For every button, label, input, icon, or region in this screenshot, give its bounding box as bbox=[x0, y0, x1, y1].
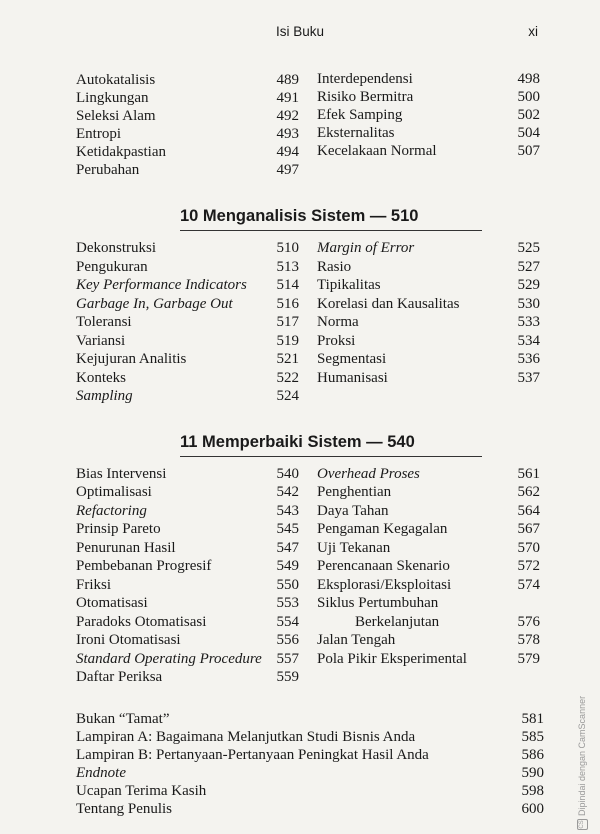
toc-entry: Eksplorasi/Eksploitasi 574 bbox=[317, 577, 540, 593]
chapter-11-heading: 11 Memperbaiki Sistem — 540 bbox=[180, 433, 415, 451]
toc-entry: Uji Tekanan 570 bbox=[317, 540, 540, 556]
toc-entry: Lampiran B: Pertanyaan-Pertanyaan Peningkat Hasil Anda 586 bbox=[76, 747, 544, 763]
toc-entry: Ketidakpastian 494 bbox=[76, 144, 299, 160]
toc-entry: Penghentian 562 bbox=[317, 484, 540, 500]
toc-entry-continuation: Berkelanjutan 576 bbox=[355, 614, 540, 630]
toc-entry: Jalan Tengah 578 bbox=[317, 632, 540, 648]
toc-entry: Perencanaan Skenario 572 bbox=[317, 558, 540, 574]
toc-entry: Interdependensi 498 bbox=[317, 71, 540, 87]
camscanner-logo-icon: CS bbox=[577, 819, 588, 830]
toc-entry: Lingkungan 491 bbox=[76, 90, 299, 106]
toc-entry: Penurunan Hasil 547 bbox=[76, 540, 299, 556]
toc-entry: Key Performance Indicators 514 bbox=[76, 277, 299, 293]
toc-entry: Risiko Bermitra 500 bbox=[317, 89, 540, 105]
toc-entry: Dekonstruksi 510 bbox=[76, 240, 299, 256]
toc-entry: Garbage In, Garbage Out 516 bbox=[76, 296, 299, 312]
toc-entry: Korelasi dan Kausalitas 530 bbox=[317, 296, 540, 312]
toc-entry: Kecelakaan Normal 507 bbox=[317, 143, 540, 159]
toc-entry: Tentang Penulis 600 bbox=[76, 801, 544, 817]
toc-entry: Variansi 519 bbox=[76, 333, 299, 349]
toc-entry: Ironi Otomatisasi 556 bbox=[76, 632, 299, 648]
toc-entry: Paradoks Otomatisasi 554 bbox=[76, 614, 299, 630]
running-head bbox=[0, 24, 600, 42]
toc-entry: Endnote 590 bbox=[76, 765, 544, 781]
toc-entry: Norma 533 bbox=[317, 314, 540, 330]
toc-entry: Pola Pikir Eksperimental 579 bbox=[317, 651, 540, 667]
toc-entry: Tipikalitas 529 bbox=[317, 277, 540, 293]
toc-entry: Ucapan Terima Kasih 598 bbox=[76, 783, 544, 799]
toc-entry: Bias Intervensi 540 bbox=[76, 466, 299, 482]
page-title: Isi Buku bbox=[275, 24, 325, 39]
toc-entry: Efek Samping 502 bbox=[317, 107, 540, 123]
toc-entry: Entropi 493 bbox=[76, 126, 299, 142]
toc-entry: Standard Operating Procedure 557 bbox=[76, 651, 299, 667]
chapter-10-rule bbox=[180, 230, 482, 231]
scanner-watermark bbox=[577, 696, 588, 830]
toc-entry: Bukan “Tamat” 581 bbox=[76, 711, 544, 727]
page-number: xi bbox=[528, 24, 538, 39]
toc-entry: Otomatisasi 553 bbox=[76, 595, 299, 611]
toc-entry: Pembebanan Progresif 549 bbox=[76, 558, 299, 574]
toc-entry: Friksi 550 bbox=[76, 577, 299, 593]
toc-entry: Daya Tahan 564 bbox=[317, 503, 540, 519]
toc-entry: Perubahan 497 bbox=[76, 162, 299, 178]
toc-entry: Humanisasi 537 bbox=[317, 370, 540, 386]
toc-entry: Konteks 522 bbox=[76, 370, 299, 386]
toc-entry: Seleksi Alam 492 bbox=[76, 108, 299, 124]
toc-entry: Rasio 527 bbox=[317, 259, 540, 275]
toc-entry: Siklus Pertumbuhan bbox=[317, 595, 439, 611]
toc-entry: Refactoring 543 bbox=[76, 503, 299, 519]
toc-entry: Toleransi 517 bbox=[76, 314, 299, 330]
toc-entry: Daftar Periksa 559 bbox=[76, 669, 299, 685]
chapter-11-rule bbox=[180, 456, 482, 457]
toc-entry: Optimalisasi 542 bbox=[76, 484, 299, 500]
toc-entry: Margin of Error 525 bbox=[317, 240, 540, 256]
toc-entry: Pengaman Kegagalan 567 bbox=[317, 521, 540, 537]
toc-entry: Segmentasi 536 bbox=[317, 351, 540, 367]
toc-entry: Kejujuran Analitis 521 bbox=[76, 351, 299, 367]
toc-entry: Autokatalisis 489 bbox=[76, 72, 299, 88]
toc-entry: Lampiran A: Bagaimana Melanjutkan Studi Bisnis Anda 585 bbox=[76, 729, 544, 745]
toc-entry: Proksi 534 bbox=[317, 333, 540, 349]
toc-entry: Pengukuran 513 bbox=[76, 259, 299, 275]
toc-entry: Eksternalitas 504 bbox=[317, 125, 540, 141]
toc-entry: Sampling 524 bbox=[76, 388, 299, 404]
toc-entry: Prinsip Pareto 545 bbox=[76, 521, 299, 537]
toc-entry: Overhead Proses 561 bbox=[317, 466, 540, 482]
scanner-watermark-text: Dipindai dengan CamScanner bbox=[577, 695, 587, 816]
chapter-10-heading: 10 Menganalisis Sistem — 510 bbox=[180, 207, 419, 225]
